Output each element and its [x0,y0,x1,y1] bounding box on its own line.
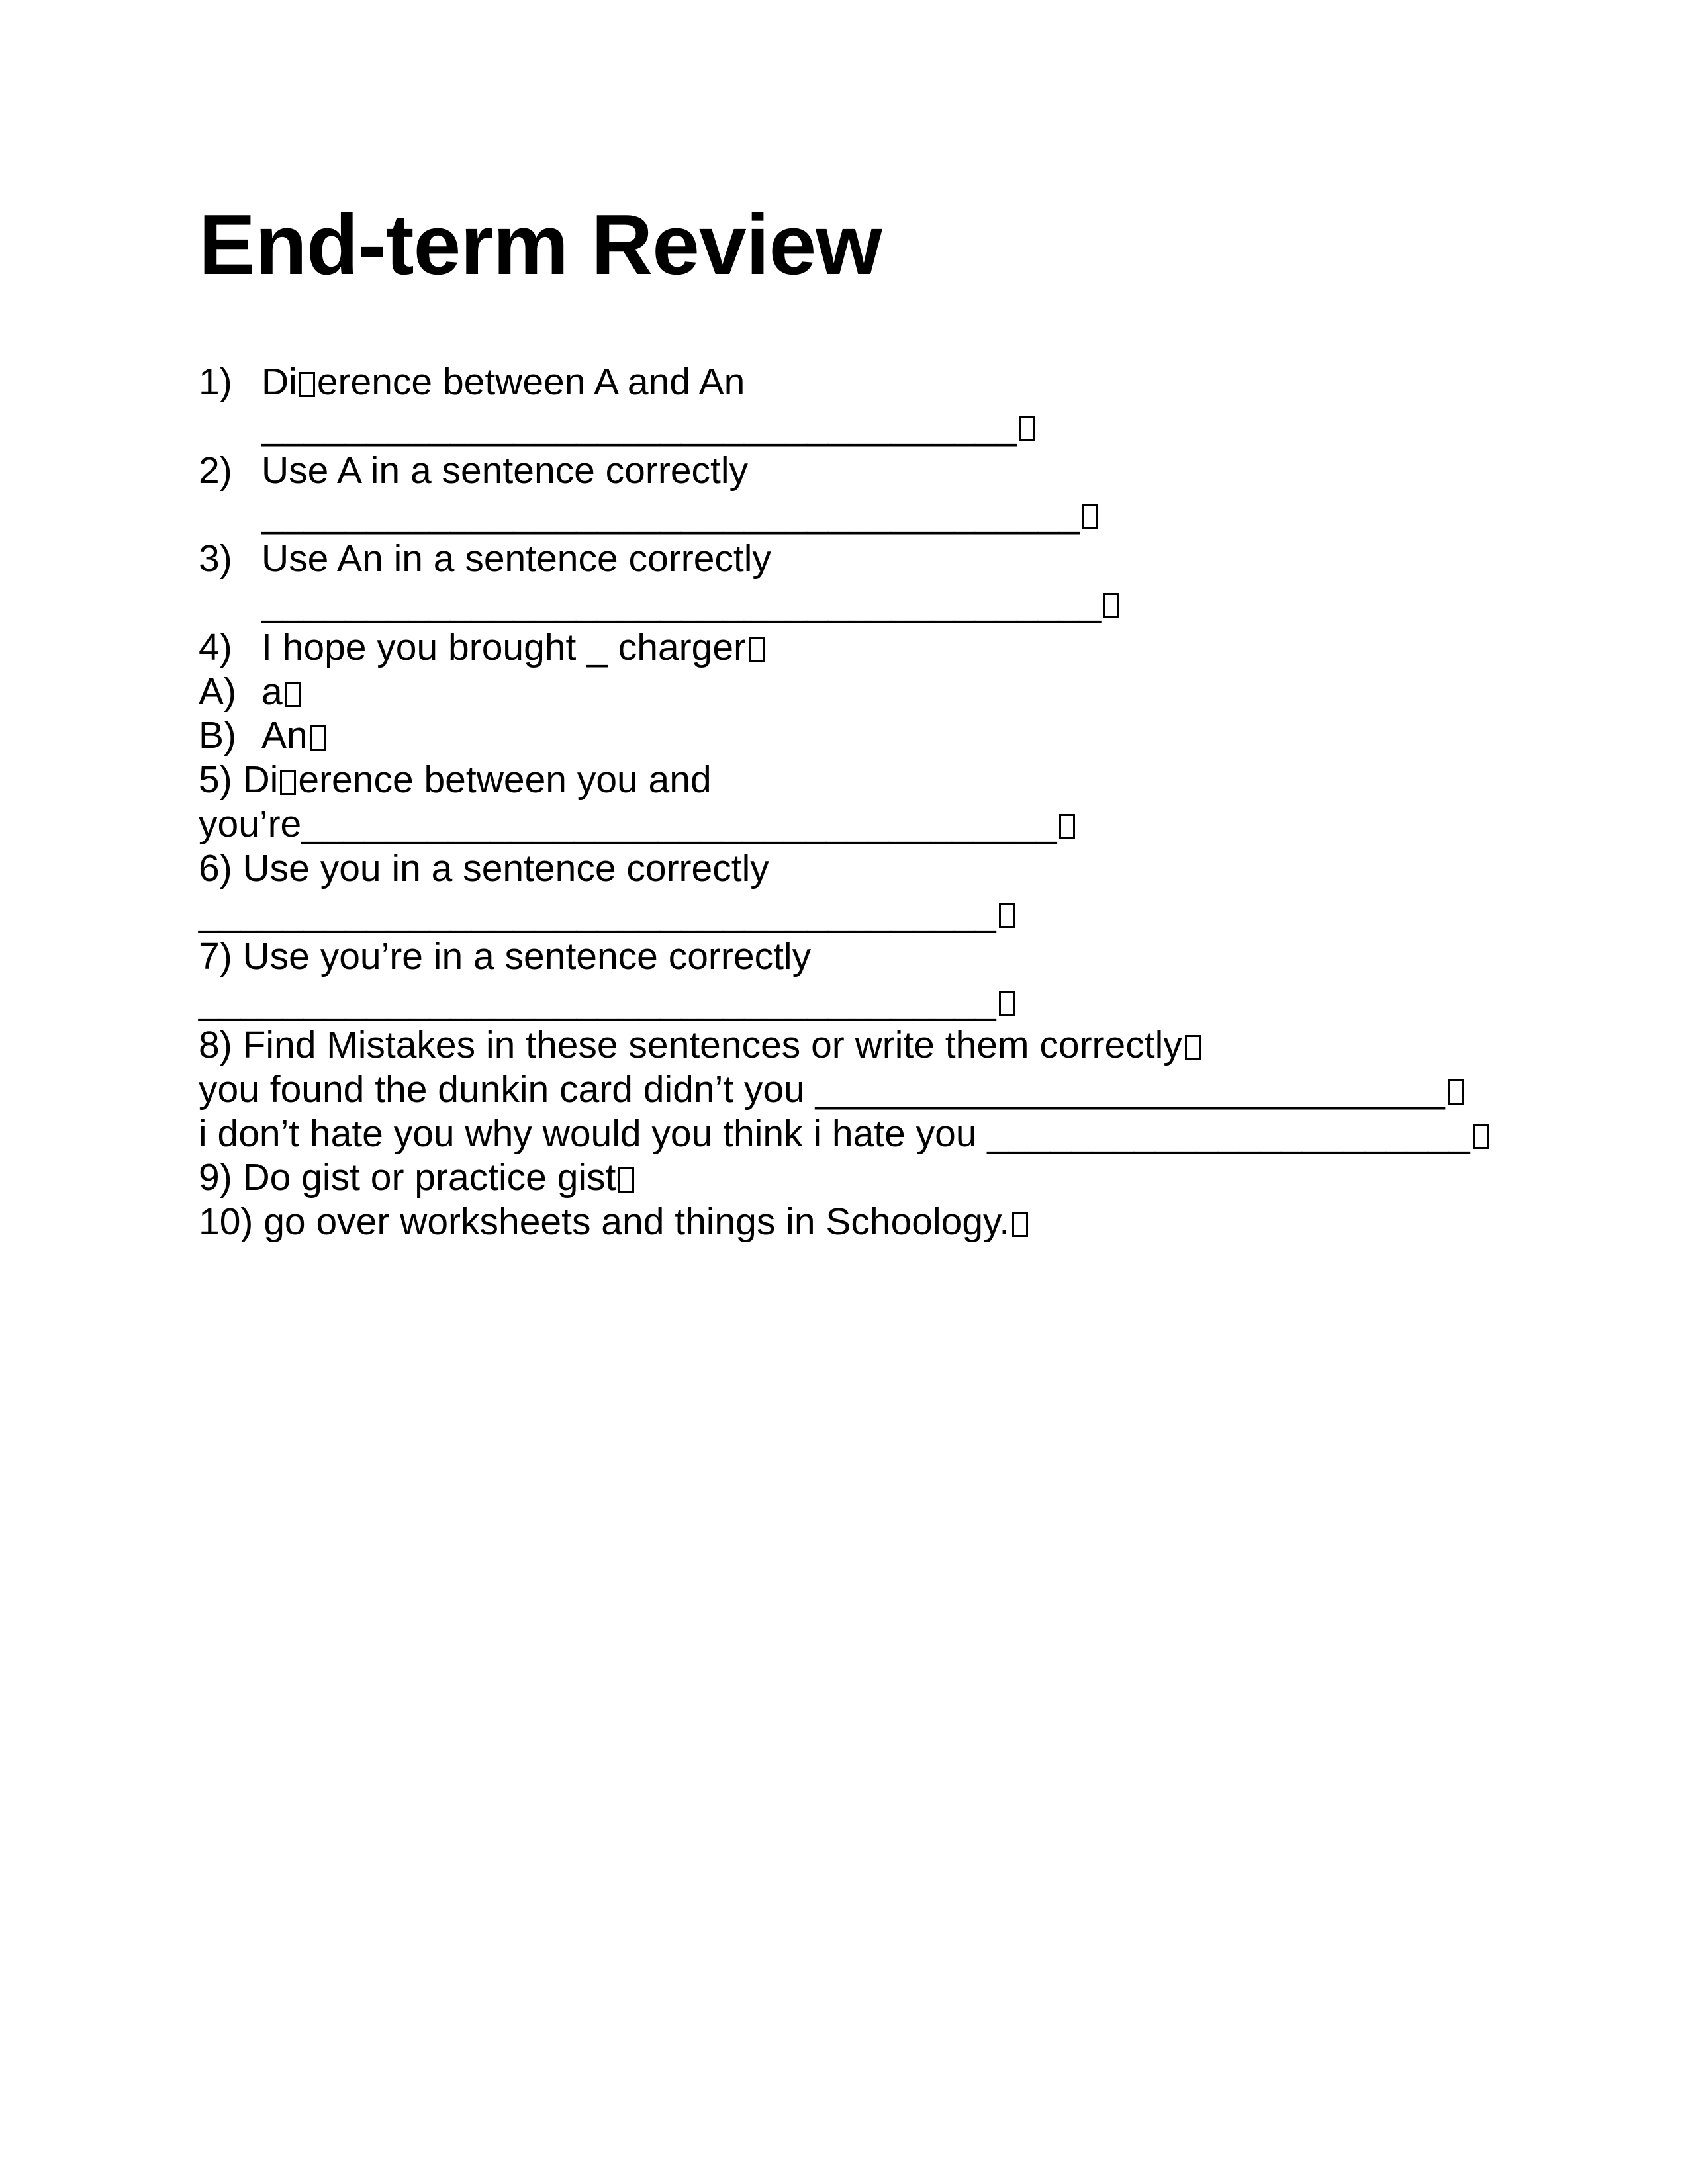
question-2 [199,449,1655,493]
sentence-1 [199,1068,1655,1112]
question-text: 8) Find Mistakes in these sentences or write them correctly [199,1023,1182,1066]
question-text-start: 5) Di [199,758,279,801]
question-text: I hope you brought _ charger [261,625,747,668]
missing-glyph-icon [310,725,326,751]
missing-glyph-icon [285,682,301,707]
question-text-end: erence between A and An [316,361,745,403]
missing-glyph-icon [1012,1212,1028,1237]
question-7 [199,934,1655,979]
answer-line-7 [199,979,1655,1023]
answer-line-2 [199,492,1655,537]
answer-line-1 [199,404,1655,449]
answer-line-3 [199,581,1655,625]
question-number: 2) [199,449,232,492]
missing-glyph-icon [999,903,1015,928]
answer-blank: ____________________________________ [261,404,1017,447]
option-text: An [261,714,308,757]
answer-blank: ______________________________________ [199,979,996,1023]
option-b [199,713,1655,758]
question-9 [199,1156,1655,1200]
question-text: Use An in a sentence correctly [261,537,771,580]
sentence-2 [199,1112,1655,1156]
question-text: Use A in a sentence correctly [261,449,749,492]
missing-glyph-icon [1103,593,1119,618]
missing-glyph-icon [280,770,296,795]
missing-glyph-icon [299,372,315,397]
option-letter: B) [199,714,236,757]
answer-blank: you’re____________________________________ [199,802,1057,845]
missing-glyph-icon [1185,1035,1201,1060]
question-5 [199,758,1655,802]
missing-glyph-icon [1082,504,1098,529]
question-4 [199,625,1655,670]
question-3 [199,537,1655,581]
sentence-text: i don’t hate you why would you think i hate you _______________________ [199,1112,1470,1155]
question-text: 9) Do gist or practice gist [199,1156,616,1199]
option-a [199,670,1655,714]
option-text: a [261,670,283,713]
missing-glyph-icon [1019,416,1035,441]
question-number: 1) [199,361,232,403]
missing-glyph-icon [1059,814,1075,839]
review-list [199,360,1655,1244]
answer-blank: ________________________________________ [261,581,1102,624]
question-1 [199,360,1655,404]
question-text: 10) go over worksheets and things in Schoology. [199,1201,1010,1244]
question-text: 7) Use you’re in a sentence correctly [199,935,812,978]
missing-glyph-icon [749,637,765,662]
page-title: End-term Review [199,197,882,293]
missing-glyph-icon [1448,1079,1464,1105]
question-number: 4) [199,625,232,668]
missing-glyph-icon [618,1167,634,1193]
question-text-start: Di [261,361,297,403]
answer-line-5 [199,802,1655,846]
question-6 [199,846,1655,891]
missing-glyph-icon [1473,1124,1489,1149]
question-number: 3) [199,537,232,580]
missing-glyph-icon [999,991,1015,1016]
sentence-text: you found the dunkin card didn’t you ______________________________ [199,1068,1445,1111]
question-text-end: erence between you and [298,758,712,801]
option-letter: A) [199,670,236,713]
answer-blank: ______________________________________ [199,891,996,934]
answer-line-6 [199,891,1655,935]
question-text: 6) Use you in a sentence correctly [199,846,769,889]
answer-blank: _______________________________________ [261,493,1080,536]
question-10 [199,1200,1655,1244]
question-8 [199,1023,1655,1068]
